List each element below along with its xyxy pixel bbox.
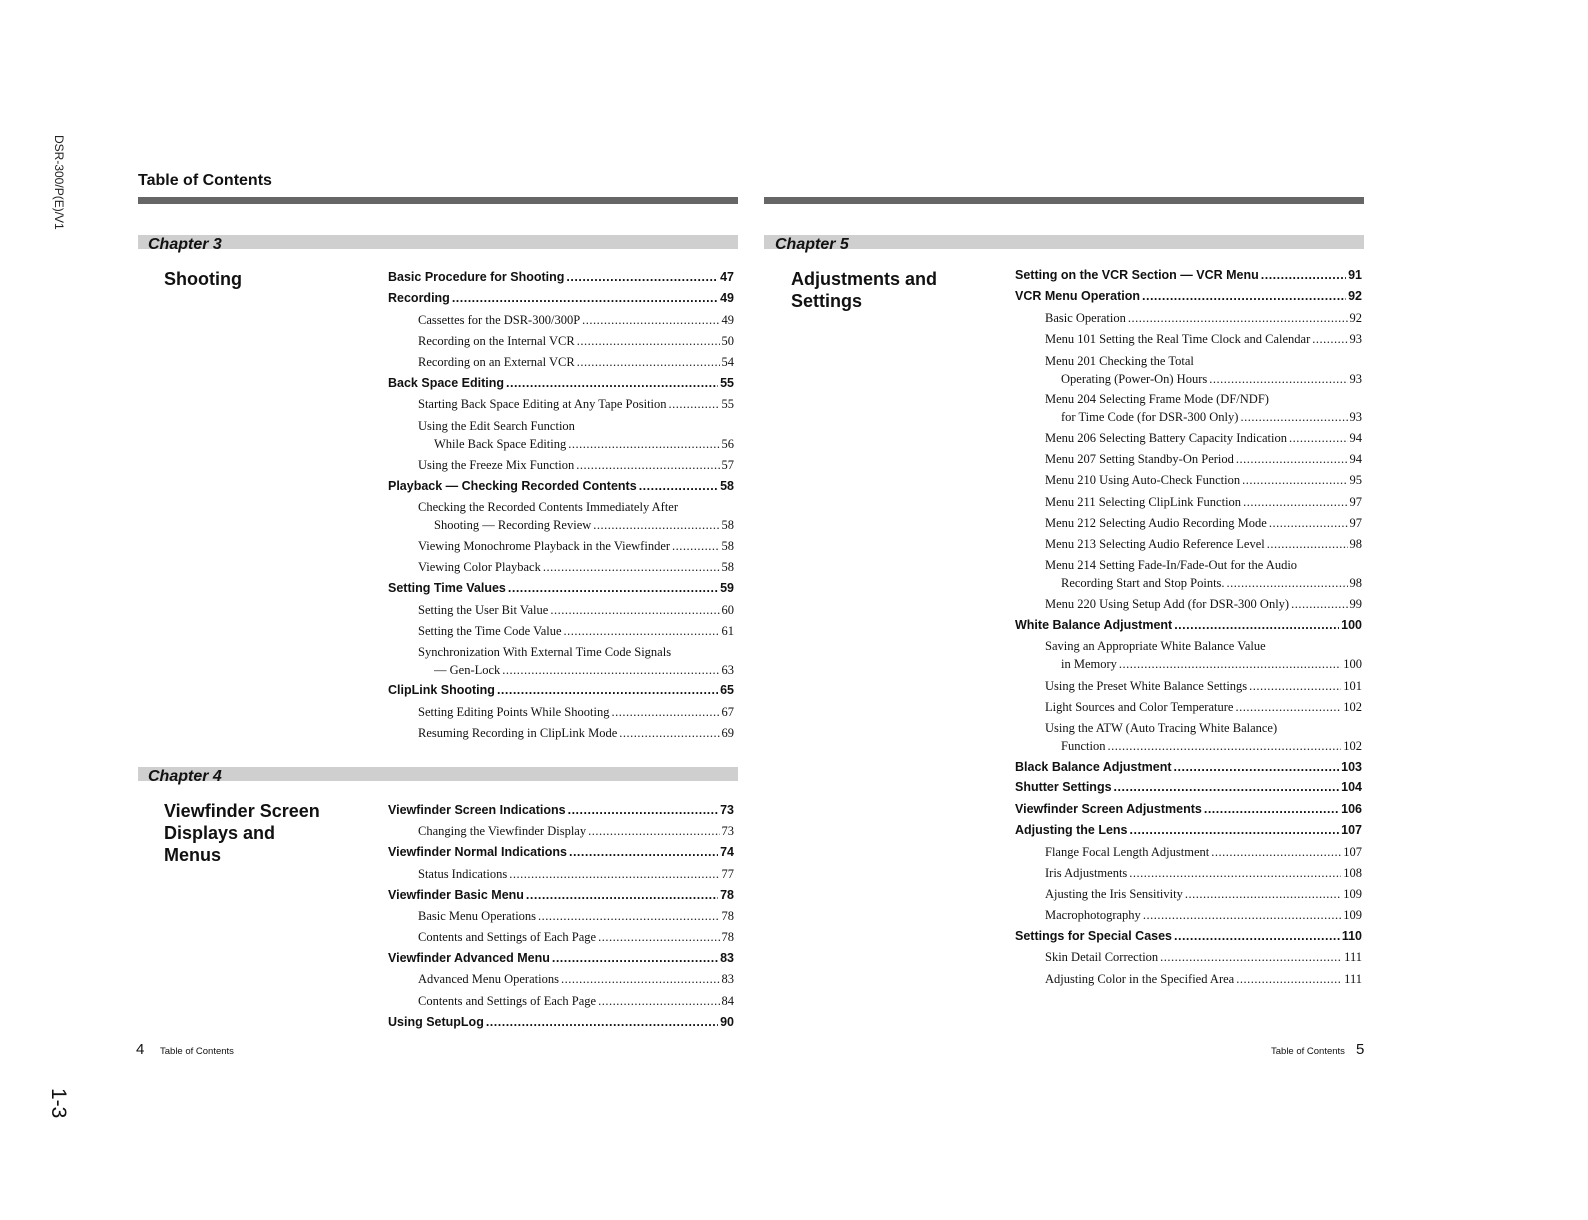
dot-leader (1174, 929, 1340, 943)
toc-page-number: 56 (721, 437, 734, 451)
toc-subsection-entry (1045, 332, 1362, 347)
toc-entry-title: Menu 210 Using Auto-Check Function (1045, 473, 1241, 487)
dot-leader (1129, 866, 1341, 881)
toc-page-number: 103 (1341, 760, 1362, 774)
toc-entry-title: Menu 213 Selecting Audio Reference Level (1045, 537, 1265, 551)
toc-page-number: 49 (720, 291, 734, 305)
toc-entry-title: Menu 212 Selecting Audio Recording Mode (1045, 516, 1267, 530)
toc-page-number: 49 (721, 313, 734, 327)
toc-entry-title: Basic Procedure for Shooting (388, 270, 565, 284)
toc-entry-title: Cassettes for the DSR-300/300P (418, 313, 581, 327)
dot-leader (669, 397, 720, 412)
toc-subsection-entry (1061, 372, 1362, 387)
dot-leader (1235, 700, 1341, 715)
toc-section-entry (1015, 929, 1362, 943)
toc-page-number: 102 (1343, 700, 1362, 714)
toc-page-number: 94 (1349, 431, 1362, 445)
toc-page-number: 60 (721, 603, 734, 617)
toc-subsection-entry (418, 334, 734, 349)
dot-leader (611, 705, 719, 720)
dot-leader (1143, 908, 1341, 923)
toc-subsection-entry (418, 539, 734, 554)
toc-entry-title: Setting Time Values (388, 581, 506, 595)
toc-page-number: 94 (1349, 452, 1362, 466)
toc-page-number: 100 (1341, 618, 1362, 632)
toc-entry-title: Viewfinder Basic Menu (388, 888, 524, 902)
toc-entry-title: Menu 207 Setting Standby-On Period (1045, 452, 1234, 466)
toc-page-number: 57 (721, 458, 734, 472)
dot-leader (1236, 972, 1342, 987)
toc-entry-title: Basic Menu Operations (418, 909, 537, 923)
toc-page-number: 77 (721, 867, 734, 881)
dot-leader (452, 291, 718, 305)
dot-leader (1107, 739, 1341, 754)
toc-page-number: 83 (720, 951, 734, 965)
toc-page-number: 78 (721, 909, 734, 923)
toc-page-number: 107 (1343, 845, 1362, 859)
toc-subsection-entry (434, 663, 734, 678)
dot-leader (1130, 823, 1340, 837)
toc-page-number: 83 (721, 972, 734, 986)
toc-section-entry (1015, 780, 1362, 794)
toc-page-number: 84 (721, 994, 734, 1008)
toc-entry-title: Setting the Time Code Value (418, 624, 562, 638)
toc-section-entry (388, 479, 734, 493)
toc-page-number: 99 (1349, 597, 1362, 611)
toc-entry-title: Black Balance Adjustment (1015, 760, 1172, 774)
toc-section-entry (388, 803, 734, 817)
dot-leader (1249, 679, 1341, 694)
toc-section-entry (1015, 802, 1362, 816)
dot-leader (639, 479, 718, 493)
toc-entry-title: White Balance Adjustment (1015, 618, 1173, 632)
toc-entry-title: Basic Operation (1045, 311, 1126, 325)
dot-leader (1267, 537, 1348, 552)
toc-entry-title: Contents and Settings of Each Page (418, 930, 597, 944)
toc-subsection-entry (1045, 679, 1362, 694)
left-header-rule (138, 197, 738, 204)
toc-page-number: 55 (721, 397, 734, 411)
toc-entry-title: Settings for Special Cases (1015, 929, 1173, 943)
dot-leader (1185, 887, 1341, 902)
toc-entry-title: Recording Start and Stop Points. (1061, 576, 1225, 590)
toc-entry-title: Menu 211 Selecting ClipLink Function (1045, 495, 1242, 509)
toc-entry-title: While Back Space Editing (434, 437, 567, 451)
toc-entry-title: Viewfinder Screen Indications (388, 803, 566, 817)
toc-subsection-entry (418, 972, 734, 987)
toc-subsection-entry (1045, 887, 1362, 902)
toc-page-number: 50 (721, 334, 734, 348)
toc-page-number: 59 (720, 581, 734, 595)
dot-leader (1227, 576, 1348, 591)
toc-subsection-entry (1045, 516, 1362, 531)
toc-page-number: 100 (1343, 657, 1362, 671)
toc-section-entry (1015, 760, 1362, 774)
toc-entry-first-line: Using the ATW (Auto Tracing White Balance) (1045, 721, 1278, 735)
toc-subsection-entry (1061, 410, 1362, 425)
toc-page-number: 69 (721, 726, 734, 740)
toc-page-number: 107 (1341, 823, 1362, 837)
toc-page-number: 106 (1341, 802, 1362, 816)
chapter5-name: Adjustments and Settings (791, 269, 938, 311)
toc-page-number: 93 (1349, 410, 1362, 424)
dot-leader (1240, 410, 1347, 425)
page-title: Table of Contents (138, 172, 272, 189)
toc-entry-title: Viewfinder Advanced Menu (388, 951, 550, 965)
dot-leader (588, 824, 719, 839)
dot-leader (1243, 495, 1347, 510)
toc-page-number: 78 (721, 930, 734, 944)
toc-entry-first-line: Using the Edit Search Function (418, 419, 575, 433)
dot-leader (577, 355, 720, 370)
toc-subsection-entry (1045, 908, 1362, 923)
toc-section-entry (388, 581, 734, 595)
toc-page-number: 58 (721, 539, 734, 553)
toc-section-entry (388, 683, 734, 697)
dot-leader (1211, 845, 1341, 860)
toc-subsection-entry (418, 824, 734, 839)
toc-entry-title: Operating (Power-On) Hours (1061, 372, 1208, 386)
toc-page-number: 91 (1348, 268, 1362, 282)
dot-leader (1291, 597, 1347, 612)
toc-subsection-entry (1045, 866, 1362, 881)
dot-leader (502, 663, 719, 678)
toc-subsection-entry (418, 726, 734, 741)
toc-entry-title: Back Space Editing (388, 376, 505, 390)
toc-subsection-entry (1045, 845, 1362, 860)
toc-entry-title: Menu 101 Setting the Real Time Clock and Calendar (1045, 332, 1311, 346)
dot-leader (550, 603, 719, 618)
toc-page-number: 63 (721, 663, 734, 677)
toc-entry-title: in Memory (1061, 657, 1117, 671)
toc-section-entry (388, 291, 734, 305)
toc-entry-title: Advanced Menu Operations (418, 972, 559, 986)
toc-page-number: 92 (1349, 311, 1362, 325)
right-footer-label: Table of Contents (1271, 1046, 1345, 1057)
toc-section-entry (388, 270, 734, 284)
toc-subsection-entry (418, 458, 734, 473)
toc-entry-title: Recording (388, 291, 450, 305)
toc-entry-title: Status Indications (418, 867, 508, 881)
toc-subsection-entry (1045, 950, 1362, 965)
dot-leader (598, 994, 719, 1009)
toc-entry-title: Recording on an External VCR (418, 355, 575, 369)
sheet-number: 1-3 (47, 1088, 70, 1119)
toc-subsection-entry (418, 930, 734, 945)
toc-section-entry (388, 1015, 734, 1029)
toc-entry-title: Adjusting the Lens (1015, 823, 1128, 837)
toc-page-number: 98 (1349, 576, 1362, 590)
toc-entry-title: Playback — Checking Recorded Contents (388, 479, 637, 493)
toc-subsection-entry (1045, 495, 1362, 510)
toc-subsection-entry (1045, 431, 1362, 446)
dot-leader (576, 458, 719, 473)
toc-entry-title: Flange Focal Length Adjustment (1045, 845, 1210, 859)
toc-page-number: 110 (1341, 929, 1362, 943)
toc-subsection-entry (434, 437, 734, 452)
toc-entry-title: Shooting — Recording Review (434, 518, 592, 532)
toc-subsection-entry (1061, 576, 1362, 591)
toc-entry-title: VCR Menu Operation (1015, 289, 1141, 303)
toc-section-entry (1015, 268, 1362, 282)
toc-subsection-entry (418, 624, 734, 639)
toc-entry-title: Ajusting the Iris Sensitivity (1045, 887, 1183, 901)
chapter5-label: Chapter 5 (775, 236, 849, 253)
dot-leader (1174, 618, 1339, 632)
toc-subsection-entry (418, 560, 734, 575)
dot-leader (598, 930, 719, 945)
toc-subsection-entry (418, 867, 734, 882)
chapter3-band (138, 235, 738, 249)
dot-leader (582, 313, 719, 328)
dot-leader (1160, 950, 1342, 965)
toc-entry-title: Contents and Settings of Each Page (418, 994, 597, 1008)
toc-subsection-entry (1045, 537, 1362, 552)
toc-entry-title: Changing the Viewfinder Display (418, 824, 587, 838)
dot-leader (1312, 332, 1347, 347)
toc-entry-title: Recording on the Internal VCR (418, 334, 575, 348)
dot-leader (564, 624, 720, 639)
toc-entry-title: Menu 206 Selecting Battery Capacity Indication (1045, 431, 1287, 445)
toc-page-number: 61 (721, 624, 734, 638)
left-footer-label: Table of Contents (160, 1046, 234, 1057)
toc-entry-title: Viewfinder Normal Indications (388, 845, 567, 859)
dot-leader (566, 270, 718, 284)
toc-subsection-entry (1045, 452, 1362, 467)
dot-leader (1128, 311, 1348, 326)
toc-subsection-entry (1061, 739, 1362, 754)
toc-entry-title: Menu 220 Using Setup Add (for DSR-300 Only) (1045, 597, 1290, 611)
toc-entry-title: Viewing Color Playback (418, 560, 541, 574)
dot-leader (526, 888, 718, 902)
toc-subsection-entry (418, 355, 734, 370)
dot-leader (1242, 473, 1347, 488)
toc-section-entry (388, 845, 734, 859)
toc-entry-title: Light Sources and Color Temperature (1045, 700, 1234, 714)
chapter4-label: Chapter 4 (148, 768, 222, 785)
toc-page-number: 55 (720, 376, 734, 390)
right-page-number: 5 (1356, 1041, 1365, 1058)
toc-page-number: 95 (1349, 473, 1362, 487)
toc-page-number: 101 (1343, 679, 1362, 693)
toc-entry-title: Iris Adjustments (1045, 866, 1128, 880)
dot-leader (561, 972, 720, 987)
toc-section-entry (1015, 823, 1362, 837)
dot-leader (568, 803, 718, 817)
toc-page-number: 58 (721, 518, 734, 532)
toc-page-number: 65 (720, 683, 734, 697)
toc-section-entry (388, 951, 734, 965)
toc-entry-title: Function (1061, 739, 1106, 753)
toc-page-number: 93 (1349, 332, 1362, 346)
toc-page-number: 54 (721, 355, 734, 369)
toc-entry-first-line: Saving an Appropriate White Balance Value (1045, 639, 1266, 653)
toc-section-entry (1015, 289, 1362, 303)
toc-page-number: 67 (721, 705, 734, 719)
dot-leader (593, 518, 719, 533)
toc-page-number: 97 (1349, 495, 1362, 509)
toc-entry-title: Adjusting Color in the Specified Area (1045, 972, 1235, 986)
dot-leader (486, 1015, 718, 1029)
toc-page-number: 73 (720, 803, 734, 817)
toc-entry-title: ClipLink Shooting (388, 683, 495, 697)
toc-entry-title: Setting the User Bit Value (418, 603, 549, 617)
dot-leader (552, 951, 718, 965)
dot-leader (543, 560, 720, 575)
toc-entry-title: Using the Freeze Mix Function (418, 458, 575, 472)
toc-subsection-entry (1045, 597, 1362, 612)
toc-entry-title: — Gen-Lock (434, 663, 501, 677)
toc-subsection-entry (434, 518, 734, 533)
chapter4-name: Viewfinder Screen Displays and Menus (164, 801, 320, 865)
dot-leader (1142, 289, 1346, 303)
dot-leader (538, 909, 719, 924)
toc-entry-title: Viewing Monochrome Playback in the Viewfinder (418, 539, 671, 553)
dot-leader (569, 845, 718, 859)
toc-entry-title: Macrophotography (1045, 908, 1141, 922)
toc-entry-title: Starting Back Space Editing at Any Tape Position (418, 397, 667, 411)
toc-subsection-entry (1061, 657, 1362, 672)
dot-leader (568, 437, 719, 452)
toc-entry-title: Shutter Settings (1015, 780, 1112, 794)
toc-subsection-entry (1045, 700, 1362, 715)
chapter3-name: Shooting (164, 269, 242, 289)
toc-page-number: 109 (1343, 887, 1362, 901)
toc-page-number: 78 (720, 888, 734, 902)
dot-leader (497, 683, 718, 697)
dot-leader (506, 376, 718, 390)
toc-entry-title: for Time Code (for DSR-300 Only) (1061, 410, 1239, 424)
toc-page-number: 93 (1349, 372, 1362, 386)
chapter4-band (138, 767, 738, 781)
toc-page-number: 47 (720, 270, 734, 284)
toc-entry-first-line: Menu 204 Selecting Frame Mode (DF/NDF) (1045, 392, 1269, 406)
dot-leader (1174, 760, 1340, 774)
toc-entry-title: Setting on the VCR Section — VCR Menu (1015, 268, 1259, 282)
toc-entry-title: Skin Detail Correction (1045, 950, 1159, 964)
toc-entry-title: Using the Preset White Balance Settings (1045, 679, 1248, 693)
dot-leader (1236, 452, 1348, 467)
dot-leader (508, 581, 718, 595)
dot-leader (619, 726, 719, 741)
toc-subsection-entry (418, 313, 734, 328)
left-page-number: 4 (136, 1041, 145, 1058)
toc-page-number: 98 (1349, 537, 1362, 551)
toc-entry-first-line: Menu 214 Setting Fade-In/Fade-Out for the Audio (1045, 558, 1298, 572)
toc-entry-title: Using SetupLog (388, 1015, 484, 1029)
toc-subsection-entry (418, 603, 734, 618)
toc-page-number: 102 (1343, 739, 1362, 753)
toc-section-entry (388, 888, 734, 902)
dot-leader (1209, 372, 1347, 387)
dot-leader (1269, 516, 1348, 531)
chapter3-label: Chapter 3 (148, 236, 222, 253)
dot-leader (672, 539, 719, 554)
toc-entry-title: Viewfinder Screen Adjustments (1015, 802, 1202, 816)
dot-leader (1119, 657, 1341, 672)
dot-leader (1114, 780, 1340, 794)
toc-section-entry (1015, 618, 1362, 632)
toc-page-number: 58 (721, 560, 734, 574)
dot-leader (1261, 268, 1346, 282)
toc-entry-title: Resuming Recording in ClipLink Mode (418, 726, 618, 740)
dot-leader (509, 867, 719, 882)
toc-page-number: 97 (1349, 516, 1362, 530)
toc-subsection-entry (418, 909, 734, 924)
toc-entry-first-line: Menu 201 Checking the Total (1045, 354, 1194, 368)
toc-page-number: 111 (1344, 972, 1362, 986)
toc-entry-first-line: Checking the Recorded Contents Immediately After (418, 500, 678, 514)
toc-page-number: 109 (1343, 908, 1362, 922)
toc-page-number: 74 (720, 845, 734, 859)
toc-section-entry (388, 376, 734, 390)
toc-subsection-entry (1045, 972, 1362, 987)
toc-page-number: 73 (721, 824, 734, 838)
dot-leader (1204, 802, 1339, 816)
chapter5-band (764, 235, 1364, 249)
toc-page-number: 90 (720, 1015, 734, 1029)
dot-leader (577, 334, 720, 349)
toc-page-number: 58 (720, 479, 734, 493)
toc-subsection-entry (1045, 311, 1362, 326)
toc-subsection-entry (1045, 473, 1362, 488)
toc-subsection-entry (418, 397, 734, 412)
toc-entry-first-line: Synchronization With External Time Code Signals (418, 645, 672, 659)
toc-subsection-entry (418, 705, 734, 720)
dot-leader (1289, 431, 1348, 446)
toc-page-number: 104 (1341, 780, 1362, 794)
toc-page-number: 108 (1343, 866, 1362, 880)
toc-subsection-entry (418, 994, 734, 1009)
toc-page-number: 92 (1348, 289, 1362, 303)
toc-page-number: 111 (1344, 950, 1362, 964)
document-code: DSR-300/P(E)/V1 (52, 135, 66, 230)
toc-entry-title: Setting Editing Points While Shooting (418, 705, 610, 719)
right-header-rule (764, 197, 1364, 204)
